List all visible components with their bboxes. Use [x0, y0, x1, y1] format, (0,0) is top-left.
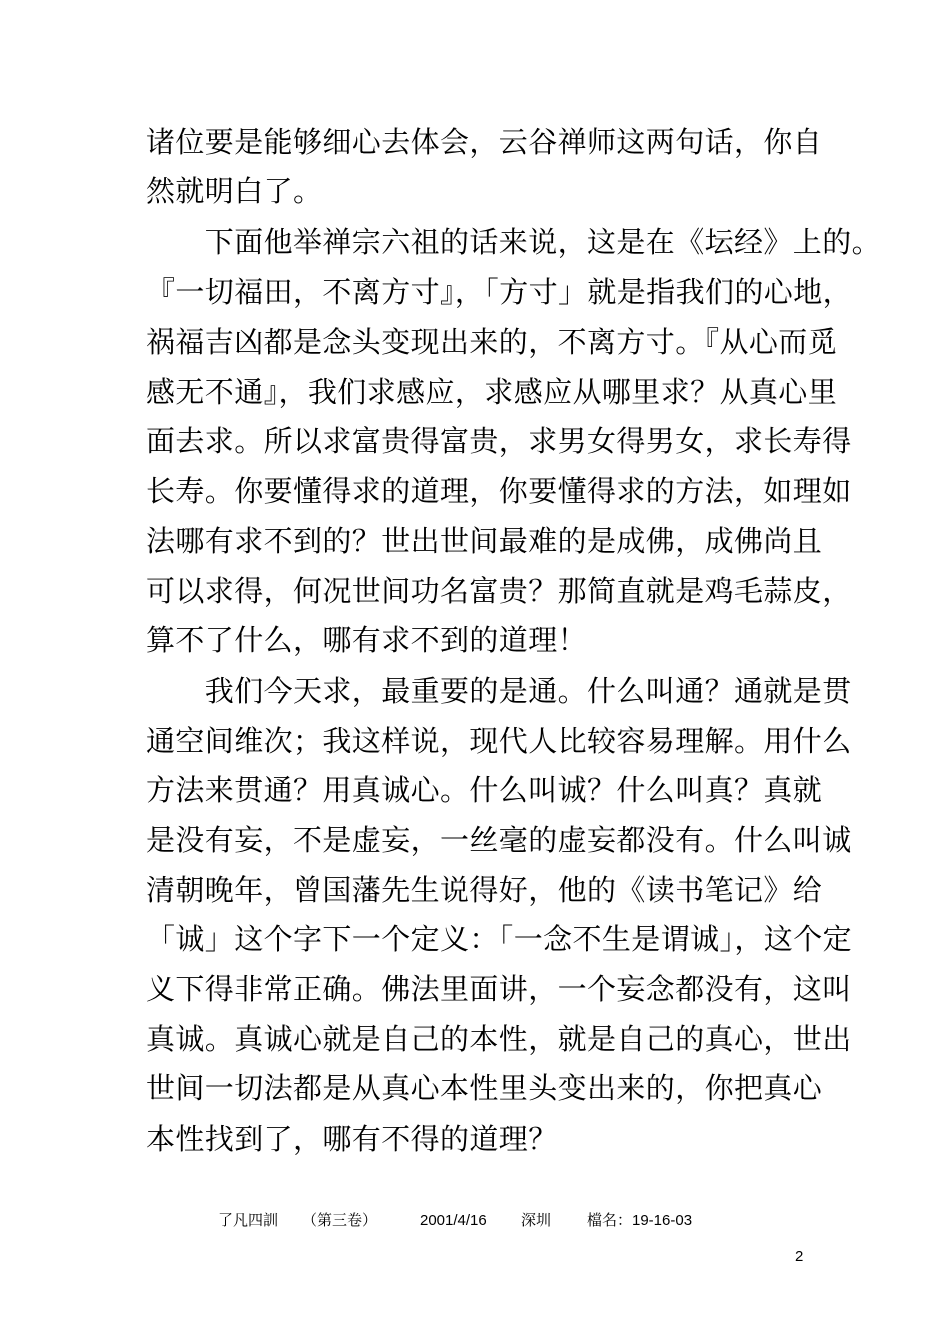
body-line: 祸福吉凶都是念头变现出来的，不离方寸。『从心而觅 — [146, 325, 838, 359]
footer-place: 深圳 — [521, 1212, 552, 1229]
body-line: 世间一切法都是从真心本性里头变出来的，你把真心 — [146, 1071, 823, 1105]
body-line: 『一切福田，不离方寸』，「方寸」就是指我们的心地， — [146, 275, 853, 309]
body-line: 感无不通』，我们求感应，求感应从哪里求？从真心里 — [146, 375, 838, 409]
body-line: 「诚」这个字下一个定义：「一念不生是谓诚」，这个定 — [146, 922, 853, 956]
body-line: 可以求得，何况世间功名富贵？那简直就是鸡毛蒜皮， — [146, 574, 852, 608]
body-line: 通空间维次；我这样说，现代人比较容易理解。用什么 — [146, 724, 852, 758]
body-line: 义下得非常正确。佛法里面讲，一个妄念都没有，这叫 — [146, 972, 852, 1006]
body-line: 清朝晚年，曾国藩先生说得好，他的《读书笔记》给 — [146, 873, 823, 907]
body-line: 面去求。所以求富贵得富贵，求男女得男女，求长寿得 — [146, 424, 852, 458]
body-line: 下面他举禅宗六祖的话来说，这是在《坛经》上的。 — [146, 225, 882, 259]
body-line: 算不了什么，哪有求不到的道理！ — [146, 623, 588, 657]
body-line: 真诚。真诚心就是自己的本性，就是自己的真心，世出 — [146, 1022, 852, 1056]
footer-title: 了凡四訓 — [218, 1212, 279, 1229]
body-line: 方法来贯通？用真诚心。什么叫诚？什么叫真？真就 — [146, 773, 823, 807]
footer-volume: （第三卷） — [302, 1212, 378, 1229]
body-line: 我们今天求，最重要的是通。什么叫通？通就是贯 — [146, 674, 852, 708]
page-number: 2 — [795, 1248, 804, 1265]
body-line: 诸位要是能够细心去体会，云谷禅师这两句话，你自 — [146, 125, 823, 159]
body-line: 本性找到了，哪有不得的道理？ — [146, 1122, 558, 1156]
body-line: 长寿。你要懂得求的道理，你要懂得求的方法，如理如 — [146, 474, 852, 508]
footer-file-label: 檔名：19-16-03 — [587, 1212, 693, 1229]
body-line: 法哪有求不到的？世出世间最难的是成佛，成佛尚且 — [146, 524, 823, 558]
footer-date: 2001/4/16 — [420, 1212, 487, 1229]
body-line: 是没有妄，不是虚妄，一丝毫的虚妄都没有。什么叫诚 — [146, 823, 852, 857]
body-line: 然就明白了。 — [146, 174, 323, 208]
